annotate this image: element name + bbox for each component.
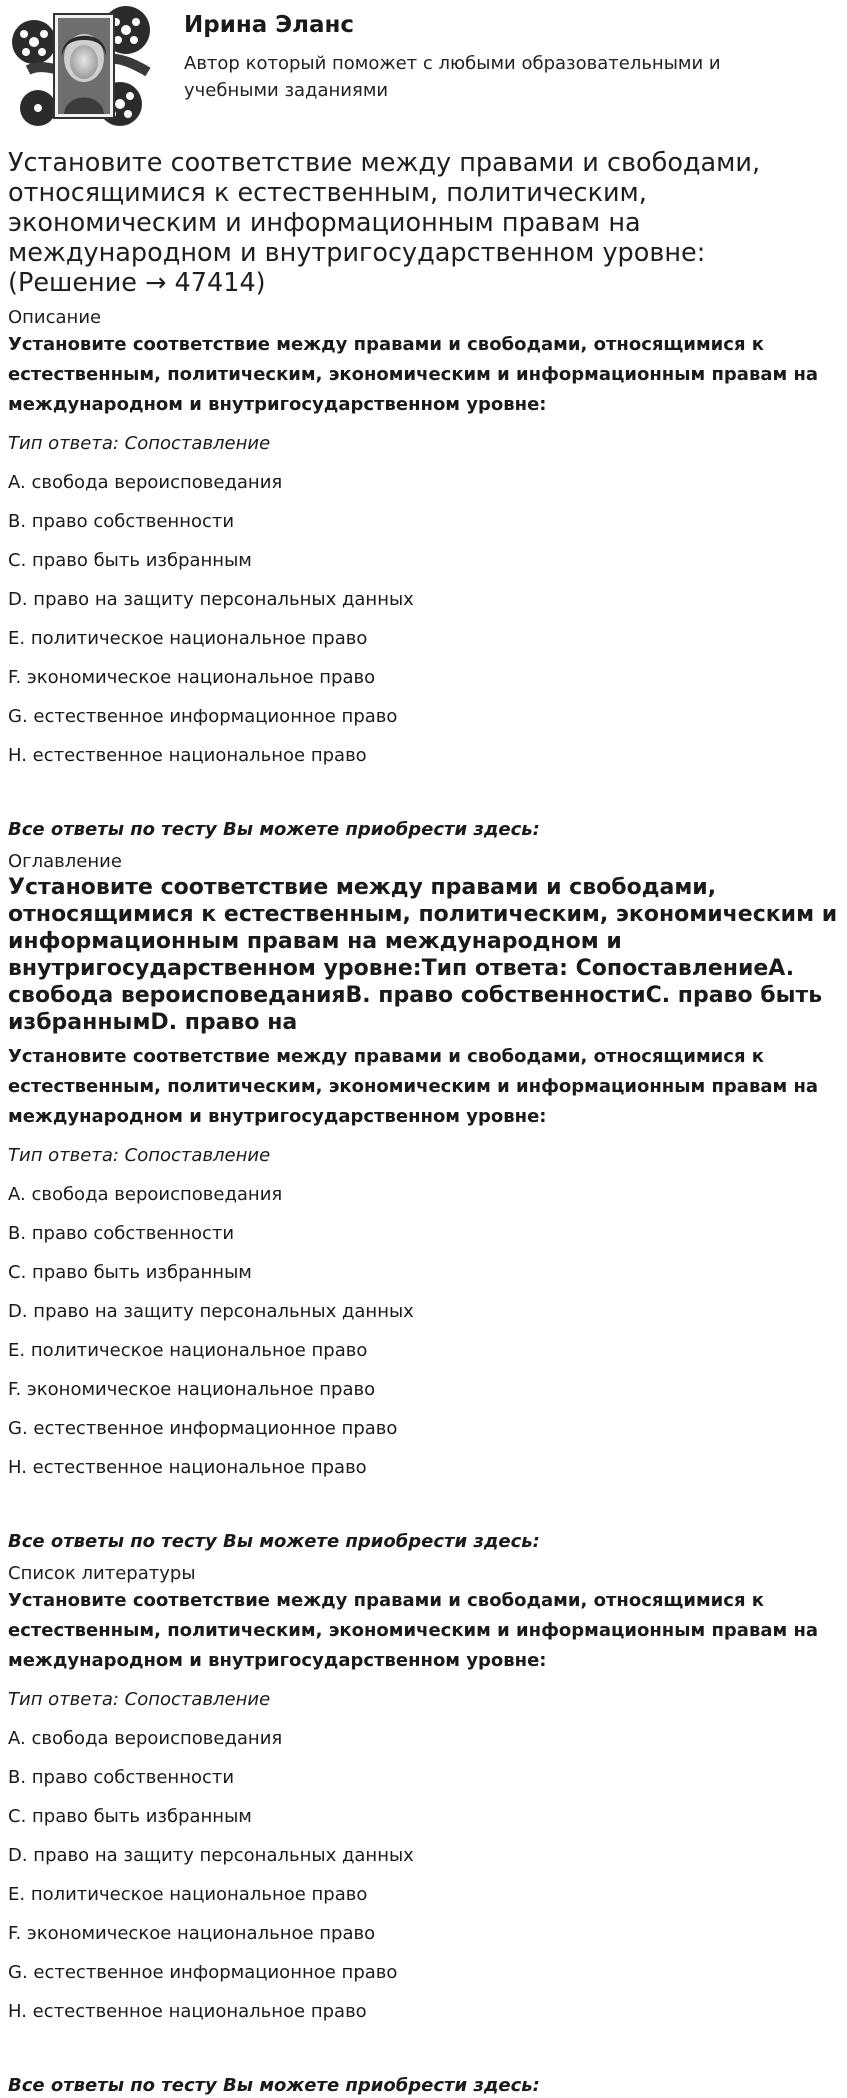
answer-type: Тип ответа: Сопоставление [8,1689,271,1710]
author-card [8,0,839,134]
option-item: D. право на защиту персональных данных [8,589,414,610]
option-item: B. право собственности [8,511,235,532]
option-item: D. право на защиту персональных данных [8,1845,414,1866]
option-item: H. естественное национальное право [8,2001,367,2022]
author-name[interactable]: Ирина Эланс [184,12,355,38]
section-label-description: Описание [8,307,102,328]
option-item: G. естественное информационное право [8,1962,398,1983]
option-item: B. право собственности [8,1767,235,1788]
option-item: C. право быть избранным [8,550,252,571]
option-item: E. политическое национальное право [8,1340,368,1361]
option-item: D. право на защиту персональных данных [8,1301,414,1322]
option-item: C. право быть избранным [8,1806,252,1827]
option-item: E. политическое национальное право [8,1884,368,1905]
option-item: A. свобода вероисповедания [8,1728,283,1749]
question-text: Установите соответствие между правами и свободами, относящимися к естественным, политическим, экономическим и информационным правам на международном и внутригосударственном уровне: [8,1046,819,1127]
section-label-literature: Список литературы [8,1563,196,1584]
answer-type: Тип ответа: Сопоставление [8,433,271,454]
buy-answers-note: Все ответы по тесту Вы можете приобрести здесь: [8,819,540,840]
description-section [8,306,839,842]
toc-section [8,850,839,1554]
toc-heading: Установите соответствие между правами и свободами, относящимися к естественным, политическим, экономическим и информационным правам на международном и внутригосударственном уровне:Тип ответа: СопоставлениеA. свобода вероисповеданияB. право собственностиC. право быть избраннымD. право на [8,875,838,1035]
author-info [184,0,774,134]
author-description: Автор который поможет с любыми образовательными и учебными заданиями [184,53,721,101]
question-text: Установите соответствие между правами и свободами, относящимися к естественным, политическим, экономическим и информационным правам на международном и внутригосударственном уровне: [8,334,819,415]
answer-type: Тип ответа: Сопоставление [8,1145,271,1166]
option-item: B. право собственности [8,1223,235,1244]
option-item: F. экономическое национальное право [8,1923,376,1944]
option-item: G. естественное информационное право [8,1418,398,1439]
page-title: Установите соответствие между правами и свободами, относящимися к естественным, политическим, экономическим и информационным правам на международном и внутригосударственном уровне: (Решение → 47414) [8,148,761,298]
option-list [8,1183,839,1480]
option-item: H. естественное национальное право [8,1457,367,1478]
option-item: F. экономическое национальное право [8,1379,376,1400]
section-label-toc: Оглавление [8,851,122,872]
buy-answers-note: Все ответы по тесту Вы можете приобрести здесь: [8,1531,540,1552]
option-item: G. естественное информационное право [8,706,398,727]
avatar[interactable] [8,0,160,134]
option-item: A. свобода вероисповедания [8,1184,283,1205]
option-list [8,1727,839,2024]
buy-answers-note: Все ответы по тесту Вы можете приобрести здесь: [8,2075,540,2096]
option-item: H. естественное национальное право [8,745,367,766]
option-item: E. политическое национальное право [8,628,368,649]
option-item: A. свобода вероисповедания [8,472,283,493]
avatar-photo-icon [8,0,160,134]
option-item: C. право быть избранным [8,1262,252,1283]
option-item: F. экономическое национальное право [8,667,376,688]
question-text: Установите соответствие между правами и свободами, относящимися к естественным, политическим, экономическим и информационным правам на международном и внутригосударственном уровне: [8,1590,819,1671]
literature-section [8,1562,839,2098]
option-list [8,471,839,768]
